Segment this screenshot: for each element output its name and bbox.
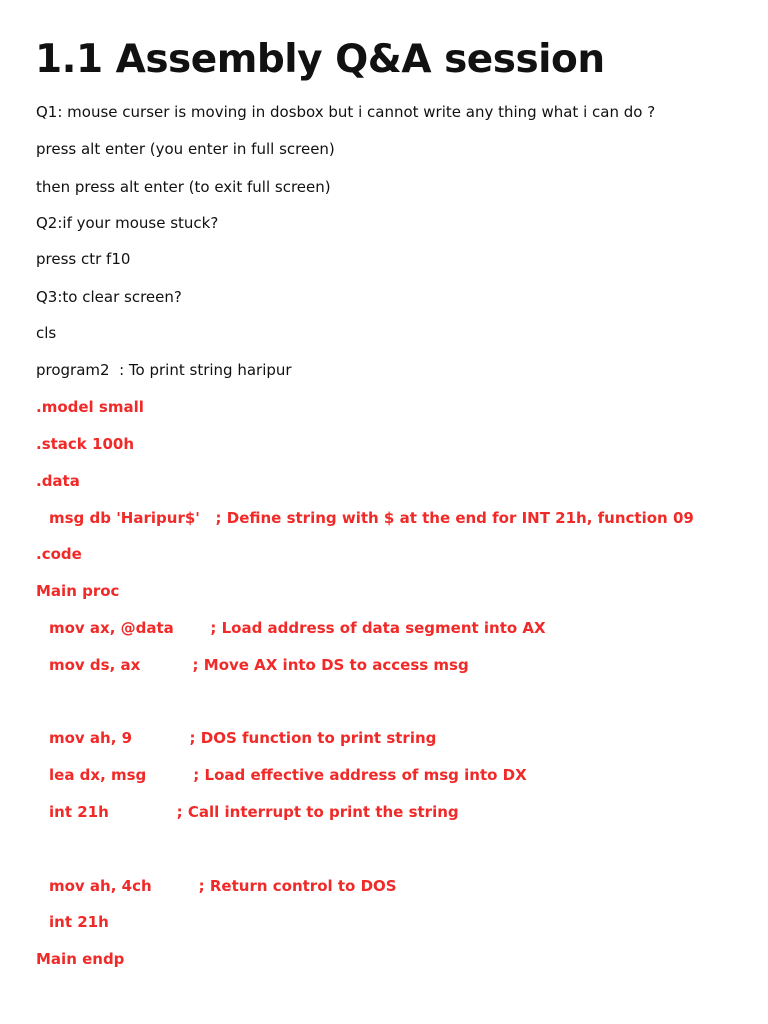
program-heading: program2 : To print string haripur xyxy=(36,361,292,379)
code-line: mov ds, ax ; Move AX into DS to access msg xyxy=(49,656,469,674)
question-2: Q2:if your mouse stuck? xyxy=(36,214,219,232)
answer-3: cls xyxy=(36,324,57,342)
code-line: msg db 'Haripur$' ; Define string with $ at the end for INT 21h, function 09 xyxy=(49,509,694,527)
code-line: Main proc xyxy=(36,582,120,600)
question-3: Q3:to clear screen? xyxy=(36,288,182,306)
code-line: int 21h xyxy=(49,913,109,931)
question-1: Q1: mouse curser is moving in dosbox but i cannot write any thing what i can do ? xyxy=(36,103,656,121)
code-line: .stack 100h xyxy=(36,435,134,453)
answer-2: press ctr f10 xyxy=(36,250,131,268)
code-line: mov ah, 9 ; DOS function to print string xyxy=(49,729,437,747)
code-line: .model small xyxy=(36,398,144,416)
page-title: 1.1 Assembly Q&A session xyxy=(35,37,605,82)
code-line: .code xyxy=(36,545,82,563)
code-line: lea dx, msg ; Load effective address of msg into DX xyxy=(49,766,527,784)
code-line: .data xyxy=(36,472,80,490)
answer-1-line-2: then press alt enter (to exit full screen) xyxy=(36,178,331,196)
code-line: int 21h ; Call interrupt to print the string xyxy=(49,803,459,821)
code-line: mov ah, 4ch ; Return control to DOS xyxy=(49,877,397,895)
answer-1-line-1: press alt enter (you enter in full screen) xyxy=(36,140,335,158)
code-line: Main endp xyxy=(36,950,125,968)
code-line: mov ax, @data ; Load address of data segment into AX xyxy=(49,619,546,637)
